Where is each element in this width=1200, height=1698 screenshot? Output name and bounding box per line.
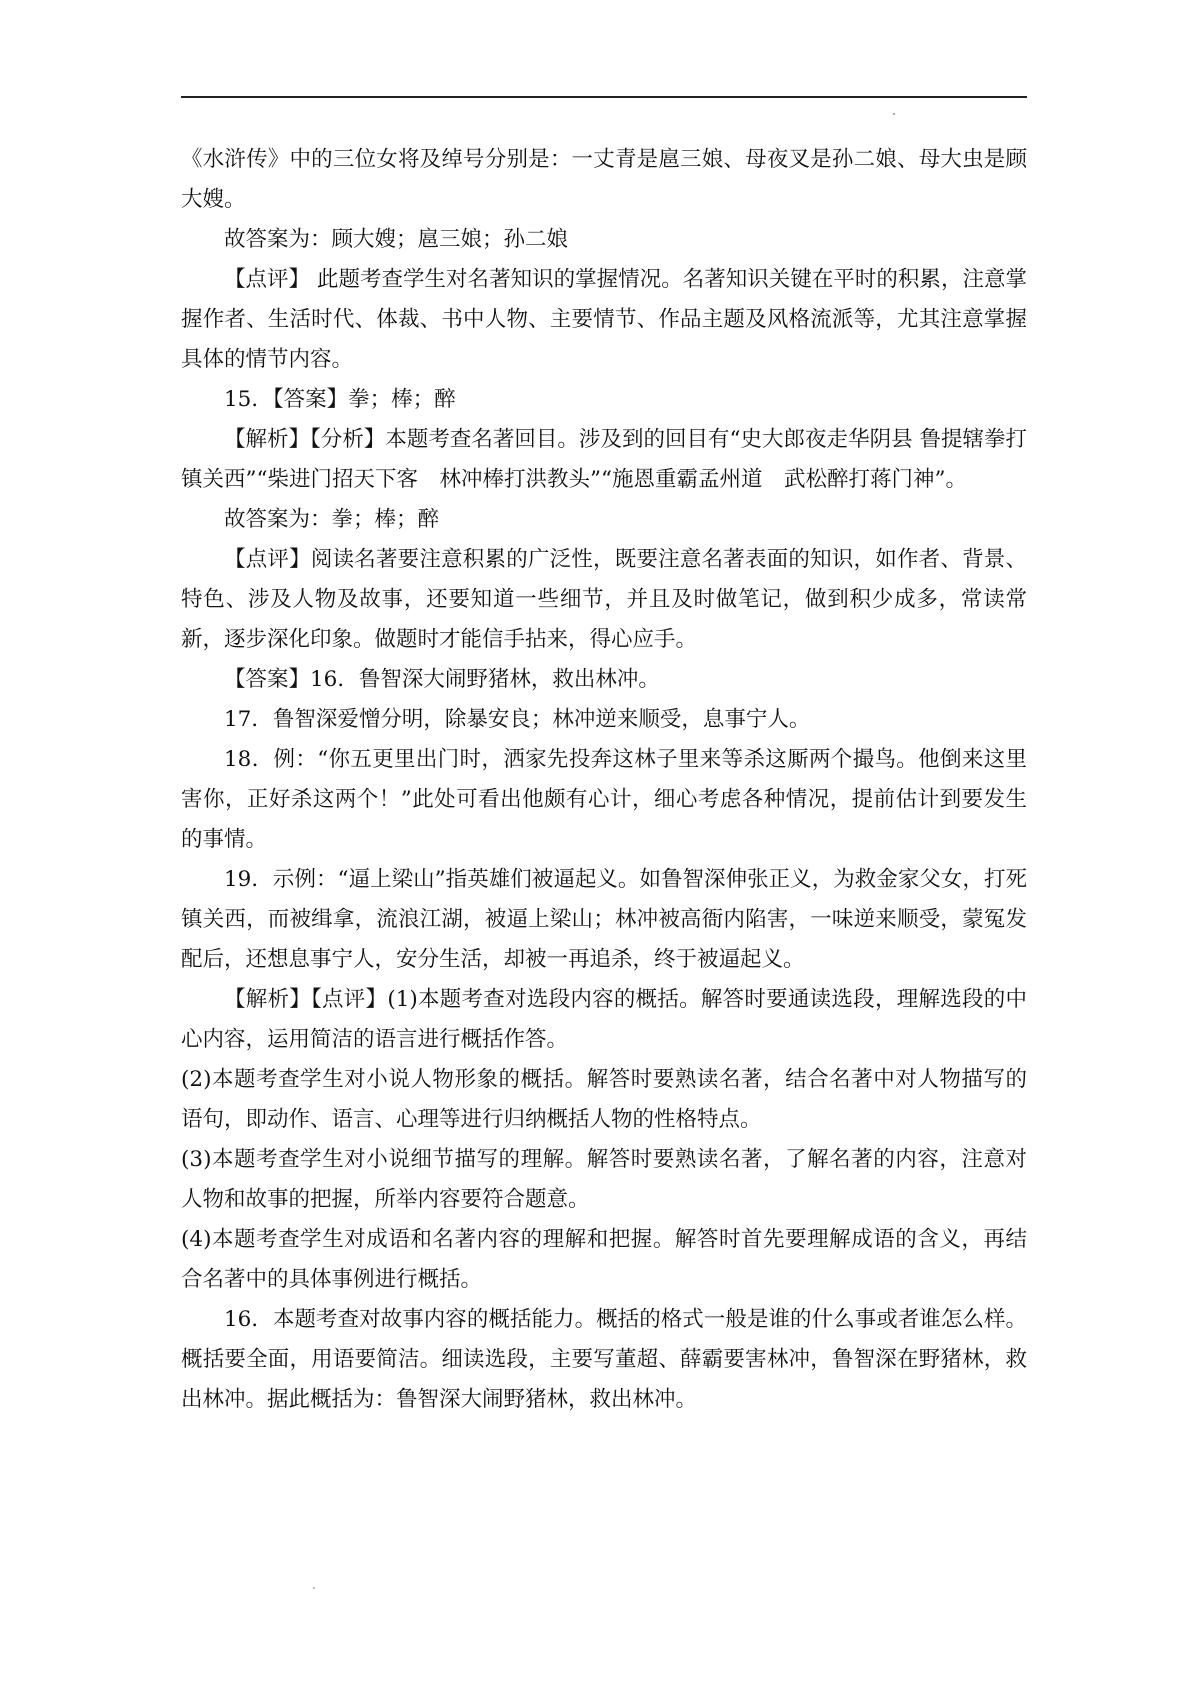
paragraph-1: 《水浒传》中的三位女将及绰号分别是：一丈青是扈三娘、母夜叉是孙二娘、母大虫是顾大嫂。 <box>181 147 1027 212</box>
paragraph-16: 16．本题考查对故事内容的概括能力。概括的格式一般是谁的什么事或者谁怎么样。概括要全面，用语要简洁。细读选段，主要写董超、薛霸要害林冲，鲁智深在野猪林，救出林冲。据此概括为：鲁智深大闹野猪林，救出林冲。 <box>181 1307 1027 1412</box>
paragraph-10: 18．例：“你五更里出门时，洒家先投奔这林子里来等杀这厮两个撮鸟。他倒来这里害你，正好杀这两个！”此处可看出他颇有心计，细心考虑各种情况，提前估计到要发生的事情。 <box>181 747 1027 852</box>
paragraph-9: 17．鲁智深爱憎分明，除暴安良；林冲逆来顺受，息事宁人。 <box>224 707 811 732</box>
paragraph-11: 19．示例：“逼上梁山”指英雄们被逼起义。如鲁智深伸张正义，为救金家父女，打死镇关西，而被缉拿，流浪江湖，被逼上梁山；林冲被高衙内陷害，一味逆来顺受，蒙冤发配后，还想息事宁人，安分生活，却被一再追杀，终于被逼起义。 <box>181 867 1027 972</box>
paragraph-7: 【点评】阅读名著要注意积累的广泛性，既要注意名著表面的知识，如作者、背景、特色、涉及人物及故事，还要知道一些细节，并且及时做笔记，做到积少成多，常读常新，逐步深化印象。做题时才能信手拈来，得心应手。 <box>181 547 1027 652</box>
paragraph-12: 【解析】【点评】(1)本题考查对选段内容的概括。解答时要通读选段，理解选段的中心内容，运用简洁的语言进行概括作答。 <box>181 987 1027 1052</box>
paragraph-3: 【点评】 此题考查学生对名著知识的掌握情况。名著知识关键在平时的积累，注意掌握作者、生活时代、体裁、书中人物、主要情节、作品主题及风格流派等，尤其注意掌握具体的情节内容。 <box>181 267 1027 372</box>
header-rule <box>181 96 1027 98</box>
paragraph-6: 故答案为：拳；棒；醉 <box>224 507 440 532</box>
paragraph-2: 故答案为：顾大嫂；扈三娘；孙二娘 <box>224 227 569 252</box>
paragraph-13: (2)本题考查学生对小说人物形象的概括。解答时要熟读名著，结合名著中对人物描写的语句，即动作、语言、心理等进行归纳概括人物的性格特点。 <box>181 1067 1027 1132</box>
paragraph-8: 【答案】16．鲁智深大闹野猪林，救出林冲。 <box>224 667 660 692</box>
paragraph-15: (4)本题考查学生对成语和名著内容的理解和把握。解答时首先要理解成语的含义，再结合名著中的具体事例进行概括。 <box>181 1227 1027 1292</box>
header-mark <box>893 113 895 115</box>
paragraph-5: 【解析】【分析】本题考查名著回目。涉及到的回目有“史大郎夜走华阴县 鲁提辖拳打镇关西”“柴进门招天下客 林冲棒打洪教头”“施恩重霸孟州道 武松醉打蒋门神”。 <box>181 427 1027 492</box>
paragraph-14: (3)本题考查学生对小说细节描写的理解。解答时要熟读名著，了解名著的内容，注意对人物和故事的把握，所举内容要符合题意。 <box>181 1147 1027 1212</box>
paragraph-4: 15．【答案】拳；棒；醉 <box>224 387 456 412</box>
document-body <box>181 140 1027 1420</box>
footer-mark <box>313 1587 315 1589</box>
